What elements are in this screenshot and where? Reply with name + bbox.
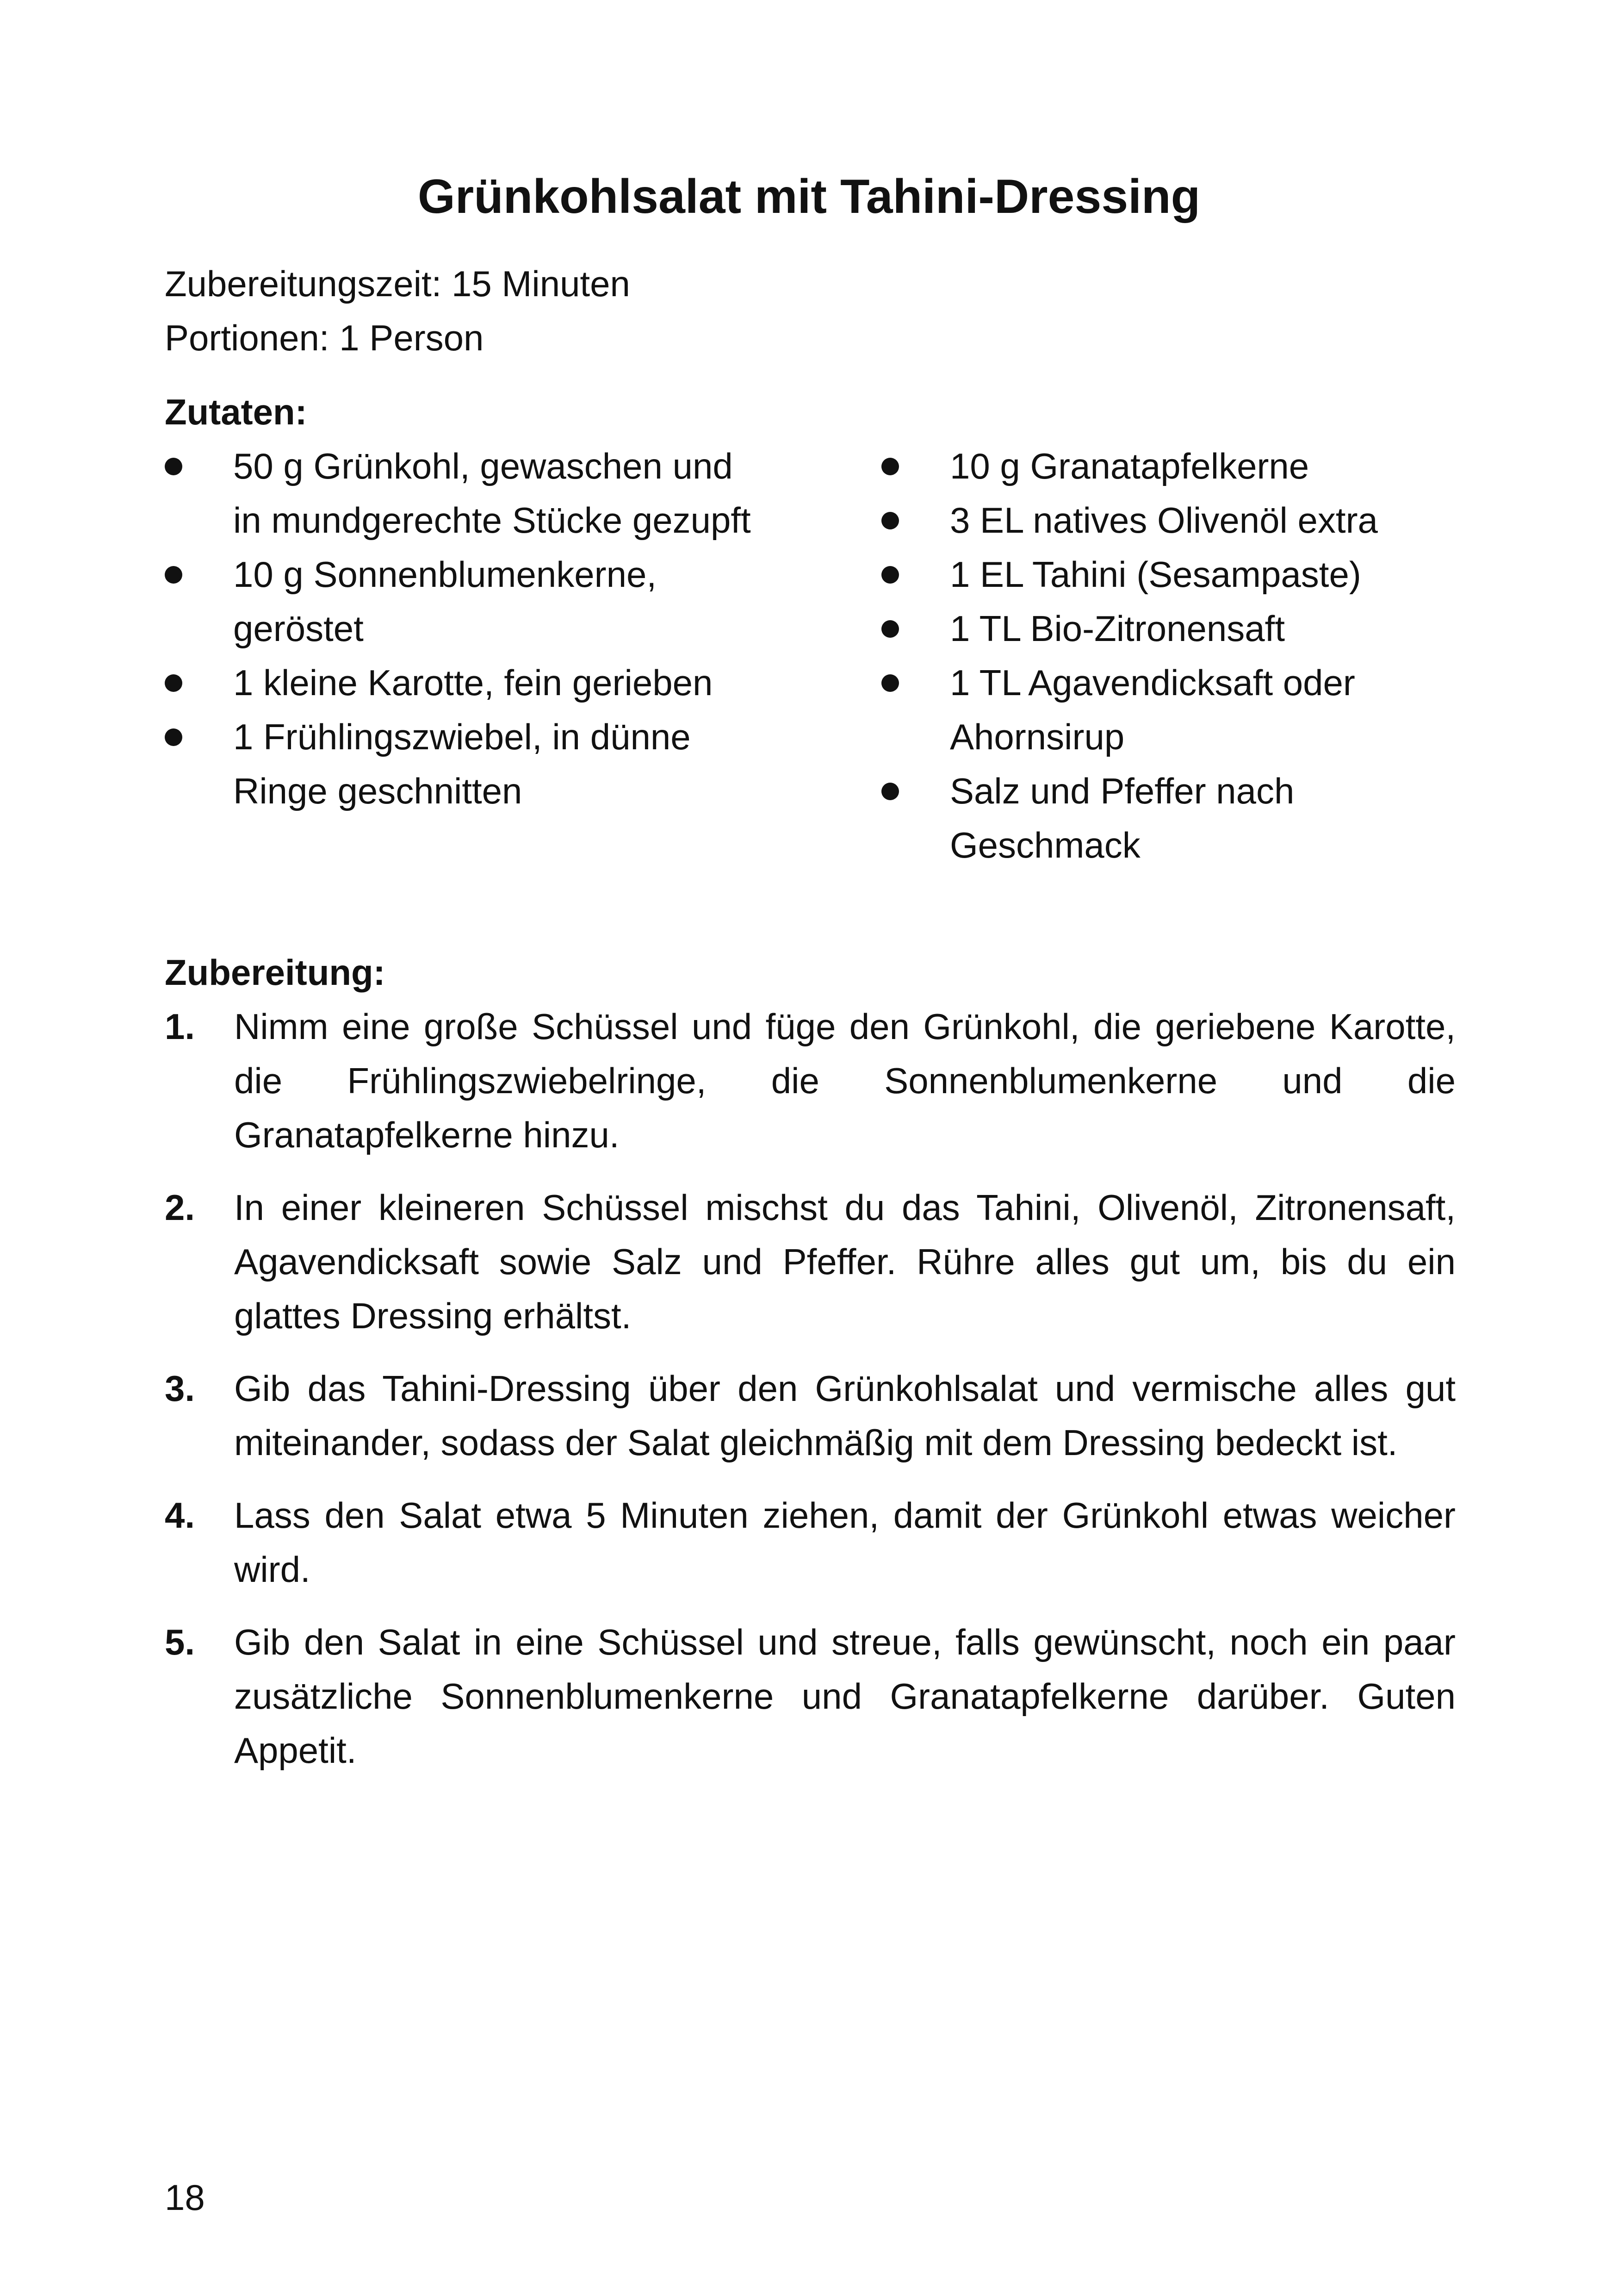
step-number: 5. xyxy=(165,1622,195,1662)
ingredient-item: 1 EL Tahini (Sesampaste) xyxy=(881,548,1483,602)
bullet-icon xyxy=(165,728,182,746)
ingredient-item: 50 g Grünkohl, gewaschen und in mundgerechte Stücke gezupft xyxy=(165,439,766,548)
ingredient-item: 1 TL Agavendicksaft oder Ahornsirup xyxy=(881,656,1483,764)
step-item xyxy=(165,1362,1456,1470)
step-text: Gib das Tahini-Dressing über den Grünkohlsalat und vermische alles gut miteinander, sodass der Salat gleichmäßig mit dem Dressing bedeckt ist. xyxy=(234,1368,1456,1463)
bullet-icon xyxy=(881,458,899,475)
recipe-title: Grünkohlsalat mit Tahini-Dressing xyxy=(417,170,1201,224)
bullet-icon xyxy=(165,458,182,475)
step-item xyxy=(165,1000,1456,1162)
ingredients-list-right xyxy=(881,439,1483,872)
ingredient-item: 10 g Granatapfelkerne xyxy=(881,439,1483,493)
bullet-icon xyxy=(881,674,899,692)
step-item xyxy=(165,1181,1456,1343)
ingredient-item: 1 kleine Karotte, fein gerieben xyxy=(165,656,766,710)
bullet-icon xyxy=(881,512,899,529)
ingredient-item: 1 Frühlingszwiebel, in dünne Ringe geschnitten xyxy=(165,710,766,818)
step-item xyxy=(165,1488,1456,1597)
prep-time: Zubereitungszeit: 15 Minuten xyxy=(165,263,630,304)
servings: Portionen: 1 Person xyxy=(165,317,484,358)
step-number: 2. xyxy=(165,1187,195,1228)
preparation-steps xyxy=(165,1000,1456,1796)
ingredient-item: Salz und Pfeffer nach Geschmack xyxy=(881,764,1483,872)
step-item xyxy=(165,1615,1456,1778)
ingredient-item: 3 EL natives Olivenöl extra xyxy=(881,493,1483,548)
bullet-icon xyxy=(881,566,899,584)
ingredients-list-left xyxy=(165,439,766,818)
ingredients-heading: Zutaten: xyxy=(165,392,307,432)
bullet-icon xyxy=(165,566,182,584)
step-number: 4. xyxy=(165,1495,195,1536)
ingredient-item: 10 g Sonnenblumenkerne, geröstet xyxy=(165,548,766,656)
step-text: In einer kleineren Schüssel mischst du das Tahini, Olivenöl, Zitronensaft, Agavendicksaft sowie Salz und Pfeffer. Rühre alles gut um, bis du ein glattes Dressing erhältst. xyxy=(234,1187,1456,1336)
bullet-icon xyxy=(165,674,182,692)
page-number: 18 xyxy=(165,2177,205,2218)
ingredient-item: 1 TL Bio-Zitronensaft xyxy=(881,602,1483,656)
bullet-icon xyxy=(881,620,899,638)
step-text: Gib den Salat in eine Schüssel und streue, falls gewünscht, noch ein paar zusätzliche Sonnenblumenkerne und Granatapfelkerne darüber. Guten Appetit. xyxy=(234,1622,1456,1771)
bullet-icon xyxy=(881,783,899,800)
step-number: 1. xyxy=(165,1006,195,1047)
preparation-heading: Zubereitung: xyxy=(165,952,385,993)
step-text: Lass den Salat etwa 5 Minuten ziehen, damit der Grünkohl etwas weicher wird. xyxy=(234,1495,1456,1590)
step-number: 3. xyxy=(165,1368,195,1409)
step-text: Nimm eine große Schüssel und füge den Grünkohl, die geriebene Karotte, die Frühlingszwiebelringe, die Sonnenblumenkerne und die Granatapfelkerne hinzu. xyxy=(234,1006,1456,1155)
